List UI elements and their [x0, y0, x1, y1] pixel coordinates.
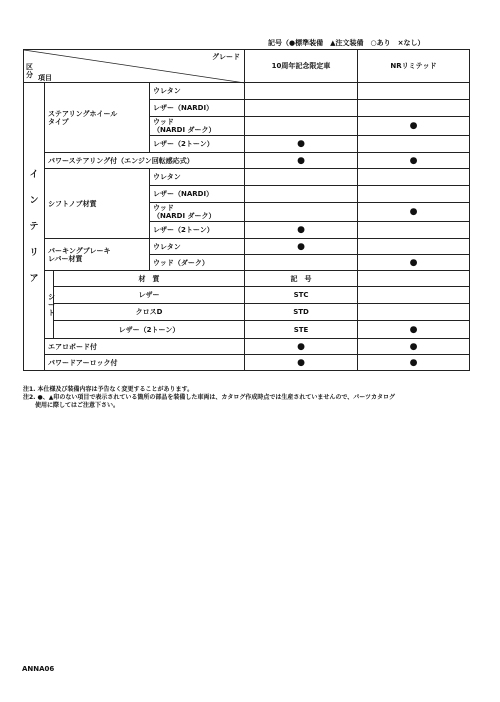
power-door-lock-c1: ●: [245, 355, 358, 371]
header-kubun: 区 分: [26, 63, 33, 79]
shift-knob-label: シフトノブ材質: [45, 169, 150, 239]
steering-label: ステアリングホイール タイプ: [45, 83, 150, 153]
parking-brake-c1: [245, 255, 358, 271]
header-grade: グレード: [212, 53, 241, 61]
aero-board-c1: ●: [245, 339, 358, 355]
seat-c1: ●: [358, 321, 470, 339]
shift-knob-c1: ●: [245, 222, 358, 239]
shift-knob-c1: [245, 203, 358, 222]
col-header-10th-anniversary: 10周年記念限定車: [245, 50, 358, 83]
spec-table: [23, 49, 470, 371]
footer-code: ANNA06: [22, 665, 55, 673]
power-door-lock-c2: ●: [358, 355, 470, 371]
power-door-lock-label: パワードアーロック付: [45, 355, 245, 371]
seat-label: シ ー ト: [45, 271, 54, 339]
seat-code: STC: [245, 287, 358, 304]
footnotes: [23, 386, 493, 410]
shift-knob-c2: [358, 169, 470, 186]
steering-option: レザー（2トーン）: [150, 136, 245, 153]
steering-option: ウッド （NARDI ダーク）: [150, 117, 245, 136]
seat-material: クロスD: [54, 304, 245, 321]
shift-knob-c2: [358, 186, 470, 203]
shift-knob-c2: ●: [358, 203, 470, 222]
shift-knob-c1: [245, 186, 358, 203]
steering-c1: [245, 83, 358, 100]
seat-head-code: 記 号: [245, 271, 358, 287]
steering-c1: [245, 117, 358, 136]
parking-brake-c2: [358, 239, 470, 255]
aero-board-label: エアロボード付: [45, 339, 245, 355]
steering-c1: ●: [245, 136, 358, 153]
shift-knob-c1: [245, 169, 358, 186]
steering-option: レザー（NARDI）: [150, 100, 245, 117]
steering-c1: [245, 100, 358, 117]
power-steering-c2: ●: [358, 153, 470, 169]
power-steering-c1: ●: [245, 153, 358, 169]
seat-material: レザー: [54, 287, 245, 304]
seat-c1: [358, 287, 470, 304]
steering-c2: [358, 83, 470, 100]
header-koumoku: 項目: [38, 74, 52, 82]
aero-board-c2: ●: [358, 339, 470, 355]
col-header-nr-limited: NRリミテッド: [358, 50, 470, 83]
steering-option: ウレタン: [150, 83, 245, 100]
power-steering-label: パワーステアリング付（エンジン回転感応式）: [45, 153, 245, 169]
shift-knob-c2: [358, 222, 470, 239]
steering-c2: ●: [358, 117, 470, 136]
steering-c2: [358, 100, 470, 117]
seat-material: レザー（2トーン）: [54, 321, 245, 339]
shift-knob-option: ウッド （NARDI ダーク）: [150, 203, 245, 222]
steering-c2: [358, 136, 470, 153]
header-corner: [24, 50, 245, 83]
legend: 記号（●標準装備 ▲注文装備 ○あり ×なし）: [268, 39, 425, 47]
footnote-2: 注2. ●、▲印のない項目で表示されている箇所の部品を装備した車両は、カタログ作成時点では生産されていませんので、パーツカタログ: [23, 394, 396, 401]
parking-brake-option: ウレタン: [150, 239, 245, 255]
footnote-2-cont: 使用に際してはご注意下さい。: [35, 402, 120, 409]
parking-brake-label: パーキングブレーキ レバー材質: [45, 239, 150, 271]
seat-code: STE: [245, 321, 358, 339]
seat-code: STD: [245, 304, 358, 321]
parking-brake-c2: ●: [358, 255, 470, 271]
footnote-1: 注1. 本仕様及び装備内容は予告なく変更することがあります。: [23, 386, 194, 393]
parking-brake-c1: ●: [245, 239, 358, 255]
shift-knob-option: ウレタン: [150, 169, 245, 186]
seat-c1: [358, 304, 470, 321]
seat-head-material: 材 質: [54, 271, 245, 287]
parking-brake-option: ウッド（ダーク）: [150, 255, 245, 271]
shift-knob-option: レザー（2トーン）: [150, 222, 245, 239]
shift-knob-option: レザー（NARDI）: [150, 186, 245, 203]
category-interior: イ ン テ リ ア: [24, 83, 45, 371]
